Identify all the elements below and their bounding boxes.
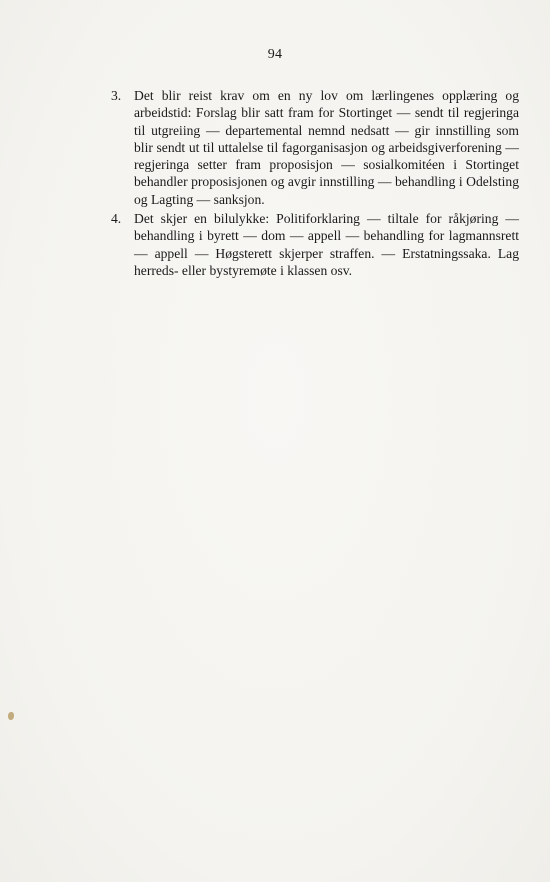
list-item-text: Det skjer en bilulykke: Politiforklaring — tiltale for råkjøring — behandling i byrett — dom — appell — behandling for lagmannsrett — appell — Høgsterett skjerper straffen. — Erstatningssaka. Lag herreds- eller bystyremøte i klassen osv.: [134, 211, 519, 278]
page-number: 94: [267, 47, 283, 62]
list-item: [111, 87, 519, 208]
paper-speck: [8, 712, 14, 720]
list-item-text: Det blir reist krav om en ny lov om lærlingenes opplæring og arbeidstid: Forslag blir satt fram for Stortinget — sendt til regjeringa til utgreiing — departemental nemnd nedsatt — gir innstilling som blir sendt ut til uttalelse til fagorganisasjon og arbeidsgiverforening — regjeringa setter fram proposisjon — sosialkomitéen i Stortinget behandler proposisjonen og avgir innstilling — behandling i Odelsting og Lagting — sanksjon.: [134, 88, 519, 207]
list-item: [111, 210, 519, 279]
list-item-number: 3.: [111, 88, 122, 103]
numbered-list: [111, 87, 519, 281]
list-item-number: 4.: [111, 211, 122, 227]
